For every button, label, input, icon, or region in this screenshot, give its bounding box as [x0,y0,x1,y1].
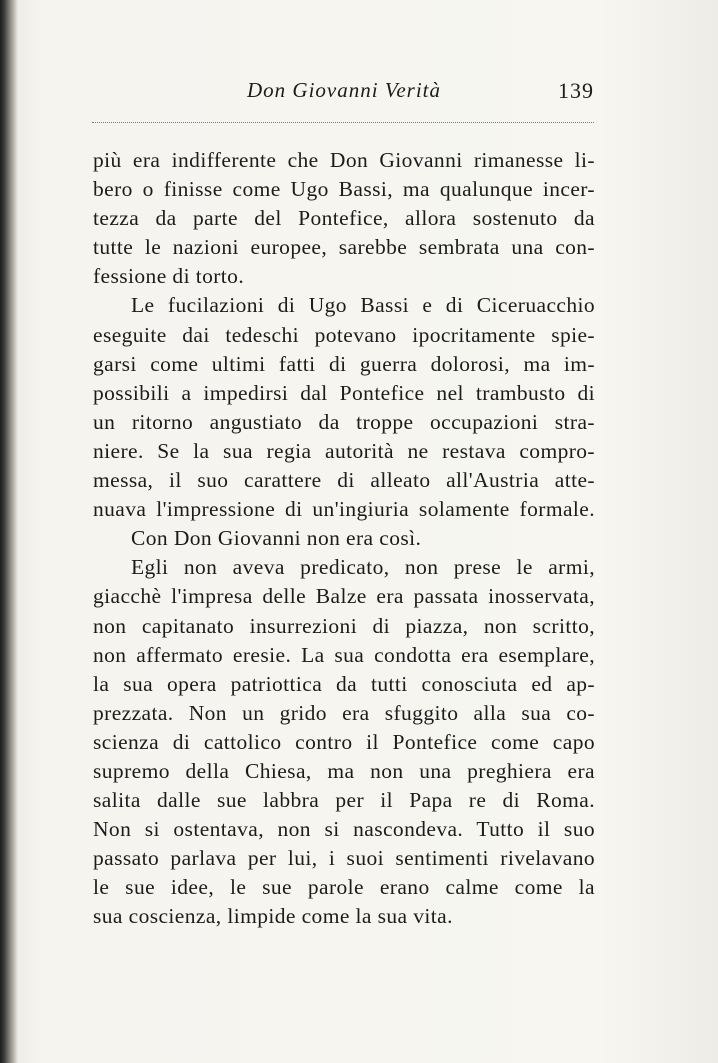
header-rule [92,122,594,123]
text-line: un ritorno angustiato da troppe occupazioni stra- [93,409,595,434]
text-line: possibili a impedirsi dal Pontefice nel trambusto di [93,380,595,405]
text-line: scienza di cattolico contro il Pontefice come capo [93,729,595,754]
text-line: non affermato eresie. La sua condotta era esemplare, [93,642,595,667]
text-line: passato parlava per lui, i suoi sentimenti rivelavano [93,846,595,871]
text-line: sua coscienza, limpide come la sua vita. [93,904,453,929]
text-line: fessione di torto. [93,264,245,289]
text-line: tutte le nazioni europee, sarebbe sembrata una con- [93,235,595,260]
text-line: niere. Se la sua regia autorità ne restava compro- [93,438,595,463]
body-text [93,146,595,932]
text-line: eseguite dai tedeschi potevano ipocritamente spie- [93,322,595,347]
text-line: supremo della Chiesa, ma non una preghiera era [93,758,595,783]
text-line: Non si ostentava, non si nascondeva. Tutto il suo [93,817,595,842]
running-head [92,74,596,108]
text-line: Con Don Giovanni non era così. [131,526,422,551]
page-number: 139 [558,78,594,103]
text-line: più era indifferente che Don Giovanni rimanesse li- [93,148,595,172]
running-title: Don Giovanni Verità [247,78,441,102]
text-line: salita dalle sue labbra per il Papa re di Roma. [93,788,595,813]
text-line: la sua opera patriottica da tutti conosciuta ed ap- [93,671,595,696]
text-line: bero o finisse come Ugo Bassi, ma qualunque incer- [93,177,595,202]
text-line: garsi come ultimi fatti di guerra dolorosi, ma im- [93,351,595,376]
text-line: nuava l'impressione di un'ingiuria solamente formale. [93,497,595,522]
text-line: prezzata. Non un grido era sfuggito alla sua co- [93,700,595,725]
text-line: Egli non aveva predicato, non prese le armi, [131,555,595,580]
text-line: Le fucilazioni di Ugo Bassi e di Ciceruacchio [131,293,595,318]
text-line: tezza da parte del Pontefice, allora sostenuto da [93,206,595,231]
text-line: le sue idee, le sue parole erano calme come la [93,875,595,900]
text-line: non capitanato insurrezioni di piazza, non scritto, [93,613,595,638]
text-line: giacchè l'impresa delle Balze era passata inosservata, [93,584,595,609]
binding-shadow [0,0,18,1063]
text-line: messa, il suo carattere di alleato all'Austria atte- [93,468,595,493]
